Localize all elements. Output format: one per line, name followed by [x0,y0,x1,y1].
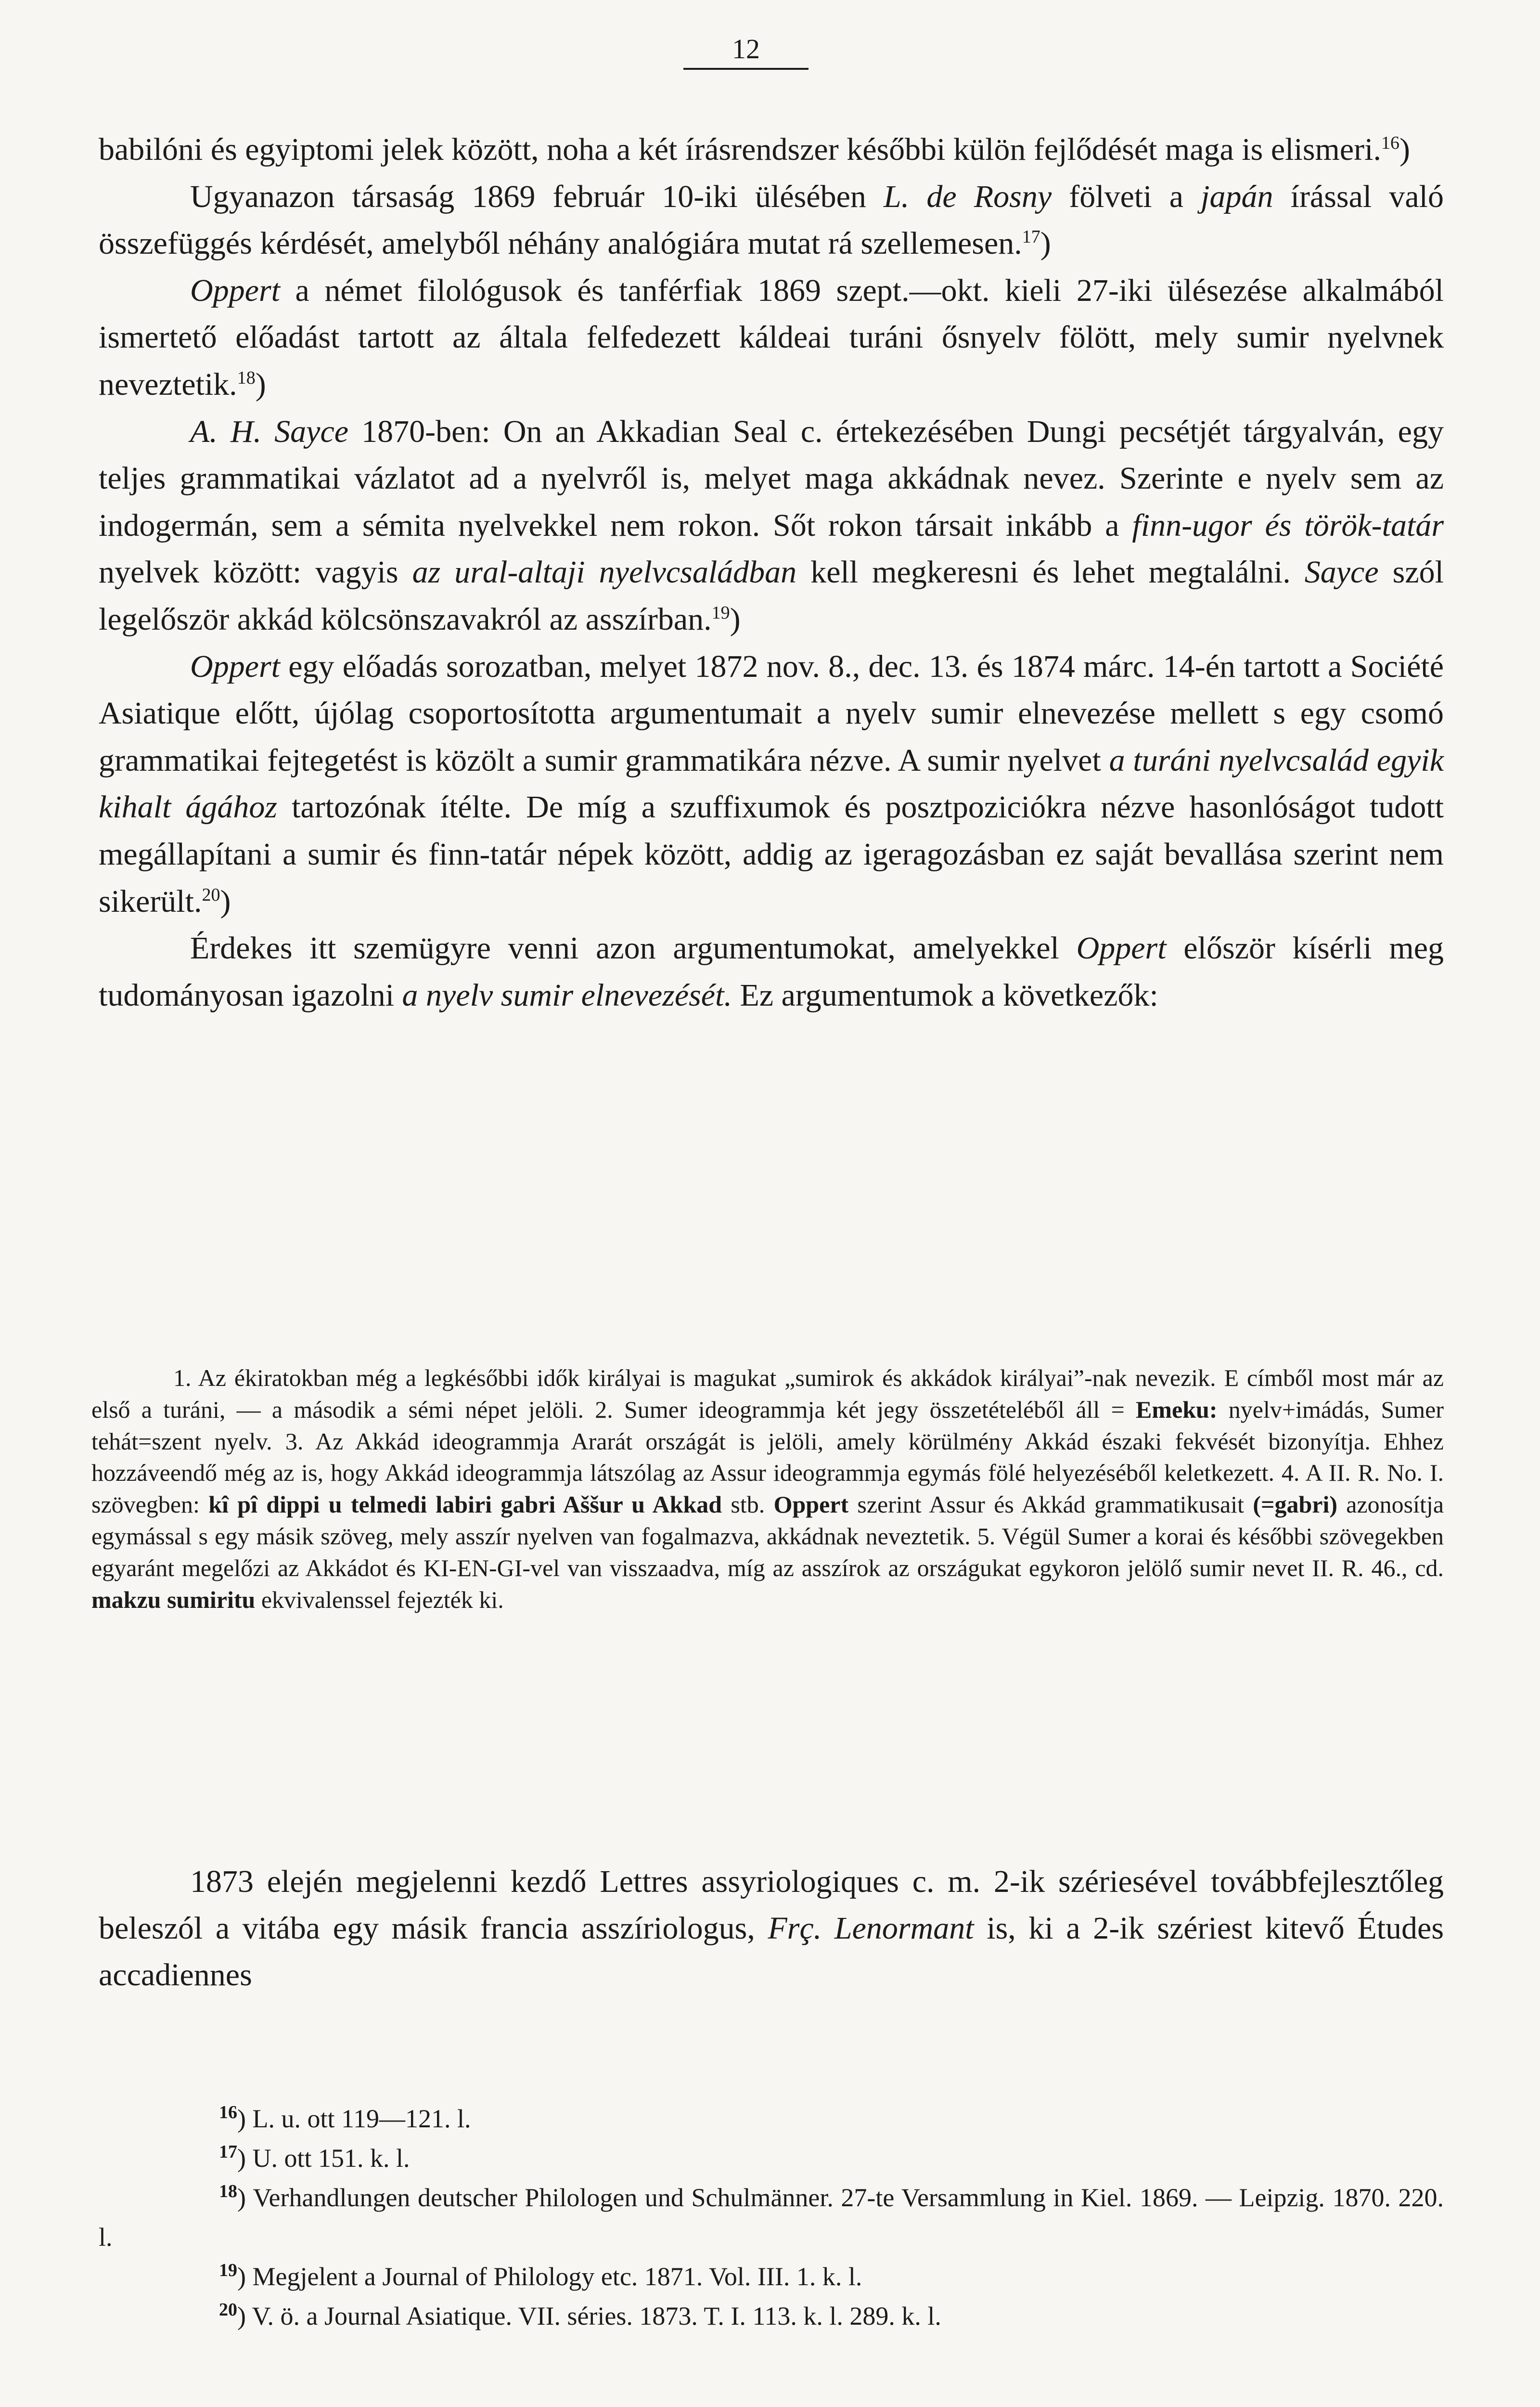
footnote-ref: 16 [1381,133,1399,153]
text: kell megkeresni és lehet megtalálni. [810,555,1291,590]
footnote-mark: 18 [219,2181,237,2201]
bold-term: kî pî dippi u telmedi labiri gabri Aššur u Akkad [208,1491,722,1518]
bold-term: Emeku: [1136,1396,1218,1423]
author-name: Sayce [1304,555,1379,590]
author-name: Oppert [190,648,280,684]
footnote-text: ) Verhandlungen deutscher Philologen und Schulmänner. 27-te Versammlung in Kiel. 1869. — Leipzig. 1870. 220. l. [99,2183,1444,2252]
page-number: 12 [683,33,808,70]
footnote-mark: 16 [219,2102,237,2122]
author-name: Oppert [190,272,280,308]
text: ) [1399,132,1410,167]
emphasis: a nyelv sumir elnevezését. [402,977,732,1013]
paragraph-2: Ugyanazon társaság 1869 február 10-iki ülésében L. de Rosny fölveti a japán írással való összefüggés kérdését, amelyből néhány analógiára mutat rá szellemesen.$^{17}$) [99,179,1444,261]
text: a német filológusok és tanférfiak 1869 szept.—okt. kieli 27-iki ülésezése alkalmából ismertető előadást tartott az általa felfedezett káldeai turáni ősnyelv fölött, mely sumir nyelvnek neveztetik. [99,272,1444,402]
text: babilóni és egyiptomi jelek között, noha a két írásrendszer későbbi külön fejlődését maga is elismeri. [99,132,1381,167]
footnote-text: ) V. ö. a Journal Asiatique. VII. séries. 1873. T. I. 113. k. l. 289. k. l. [237,2302,941,2330]
author-name: L. de Rosny [884,179,1052,214]
footnote-mark: 20 [219,2300,237,2320]
paragraph-3: Oppert a német filológusok és tanférfiak 1869 szept.—okt. kieli 27-iki ülésezése alkalmából ismertető előadást tartott az általa felfedezett káldeai turáni ősnyelv fölött, mely sumir nyelvnek neveztetik.$^{18}$) [99,272,1444,402]
bold-term: (=gabri) [1253,1491,1337,1518]
footnote-text: ) U. ott 151. k. l. [237,2144,410,2173]
continuation-text [99,1858,1444,1998]
footnote-text: ) L. u. ott 119—121. l. [237,2104,471,2133]
argument-text [91,1362,1444,1616]
text: Érdekes itt szemügyre venni azon argumentumokat, amelyekkel [190,931,1059,966]
text: egy előadás sorozatban, melyet 1872 nov. 8., dec. 13. és 1874 márc. 14-én tartott a Société Asiatique előtt, újólag csoportosította argumentumait a nyelv sumir elnevezése mellett s egy csomó grammatikai fejtegetést is közölt a sumir grammatikára nézve. A sumir nyelvet [99,648,1444,778]
footnote-ref: 17 [1022,227,1040,247]
text: 1873 elején megjelenni kezdő Lettres assyriologiques c. m. 2-ik szériesével továbbfejlesztőleg beleszól a vitába egy másik francia asszíriologus, [99,1864,1444,1946]
text: 1. Az ékiratokban még a legkésőbbi idők királyai is magukat „sumirok és akkádok királyai”-nak nevezik. E címből most már az első a turáni, — a második a sémi népet jelöli. 2. Sumer ideogrammja két jegy összetételéből áll = [91,1364,1444,1423]
text: stb. [731,1491,765,1518]
footnote-ref: 19 [711,602,730,623]
bold-term: makzu sumiritu [91,1586,256,1613]
footnote-ref: 18 [237,367,256,388]
argument-list [91,1362,1444,1616]
footnotes [99,2099,1444,2336]
text: is, ki a 2-ik szériest kitevő Études accadiennes [99,1911,1444,1993]
text: írással való összefüggés kérdését, amelyből néhány analógiára mutat rá szellemesen. [99,179,1444,261]
text: azonosítja egymással s egy másik szöveg, mely asszír nyelven van fogalmazva, akkádnak neveztetik. 5. Végül Sumer a korai és későbbi szövegekben egyaránt megelőzi az Akkádot és KI-EN-GI-vel van visszaadva, míg az asszírok az országukat egykoron jelölő sumir nevet II. R. 46., cd. [91,1491,1444,1581]
text: fölveti a [1069,179,1183,214]
footnote-mark: 17 [219,2142,237,2162]
text: 1870-ben: On an Akkadian Seal c. értekezésében Dungi pecsétjét tárgyalván, egy teljes grammatikai vázlatot ad a nyelvről is, melyet maga akkádnak nevez. Szerinte e nyelv sem az indogermán, sem a sémita nyelvekkel nem rokon. Sőt rokon társait inkább a [99,414,1444,543]
paragraph-4: A. H. Sayce 1870-ben: On an Akkadian Seal c. értekezésében Dungi pecsétjét tárgyalván, egy teljes grammatikai vázlatot ad a nyelvről is, melyet maga akkádnak nevez. Szerinte e nyelv sem az indogermán, sem a sémita nyelvekkel nem rokon. Sőt rokon társait inkább a finn-ugor és török-tatár nyelvek között: vagyis az ural-altaji nyelvcsaládban kell megkeresni és lehet megtalálni. Sayce szól legelőször akkád kölcsönszavakról az asszírban.$^{19}$) [99,414,1444,637]
footnote [99,2257,1444,2296]
paragraph-7 [99,1858,1444,1998]
text: tartozónak ítélte. De míg a szuffixumok és posztpoziciókra nézve hasonlóságot tudott megállapítani a sumir és finn-tatár népek között, addig az igeragozásban ez saját bevallása szerint nem sikerült. [99,789,1444,919]
paragraph-6 [99,925,1444,1019]
emphasis: finn-ugor és török-tatár [1132,507,1444,543]
footnote-mark: 19 [219,2260,237,2280]
emphasis: az ural-altaji nyelvcsaládban [412,555,797,590]
text: Ugyanazon társaság 1869 február 10-iki ülésében [190,179,866,214]
footnote [99,2138,1444,2178]
text: szól legelőször akkád kölcsönszavakról az asszírban. [99,555,1444,637]
paragraph-5: Oppert egy előadás sorozatban, melyet 1872 nov. 8., dec. 13. és 1874 márc. 14-én tartott a Société Asiatique előtt, újólag csoportosította argumentumait a nyelv sumir elnevezése mellett s egy csomó grammatikai fejtegetést is közölt a sumir grammatikára nézve. A sumir nyelvet a turáni nyelvcsalád egyik kihalt ágához tartozónak ítélte. De míg a szuffixumok és posztpoziciókra nézve hasonlóságot tudott megállapítani a sumir és finn-tatár népek között, addig az igeragozásban ez saját bevallása szerint nem sikerült.$^{20}$) [99,648,1444,919]
footnote [99,2178,1444,2257]
text: Ez argumentumok a következők: [740,977,1158,1013]
text: szerint Assur és Akkád grammatikusait [857,1491,1245,1518]
emphasis: a turáni nyelvcsalád egyik kihalt ágához [99,742,1444,825]
text: először kísérli meg tudományosan igazolni [99,931,1444,1013]
author-name: Frç. Lenormant [768,1911,974,1946]
text: nyelvek között: vagyis [99,555,398,590]
author-name: A. H. Sayce [190,414,349,449]
footnote [99,2099,1444,2138]
footnote-ref: 20 [202,884,220,905]
footnote-text: ) Megjelent a Journal of Philology etc. 1871. Vol. III. 1. k. l. [237,2262,862,2291]
text: ekvivalenssel fejezték ki. [261,1586,504,1613]
author-name: Oppert [1076,931,1167,966]
bold-term: Oppert [773,1491,849,1518]
emphasis: japán [1201,179,1273,214]
paragraph-1 [99,126,1444,173]
main-text [99,126,1444,1019]
text: nyelv+imádás, Sumer tehát=szent nyelv. 3. Az Akkád ideogrammja Ararát országát is jelöli, amely körülmény Akkád északi fekvését bizonyítja. Ehhez hozzáveendő még az is, hogy Akkád ideogrammja látszólag az Assur ideogrammja egymás fölé helyezéséből keletkezett. 4. A II. R. No. I. szövegben: [91,1396,1444,1518]
footnote [99,2296,1444,2336]
